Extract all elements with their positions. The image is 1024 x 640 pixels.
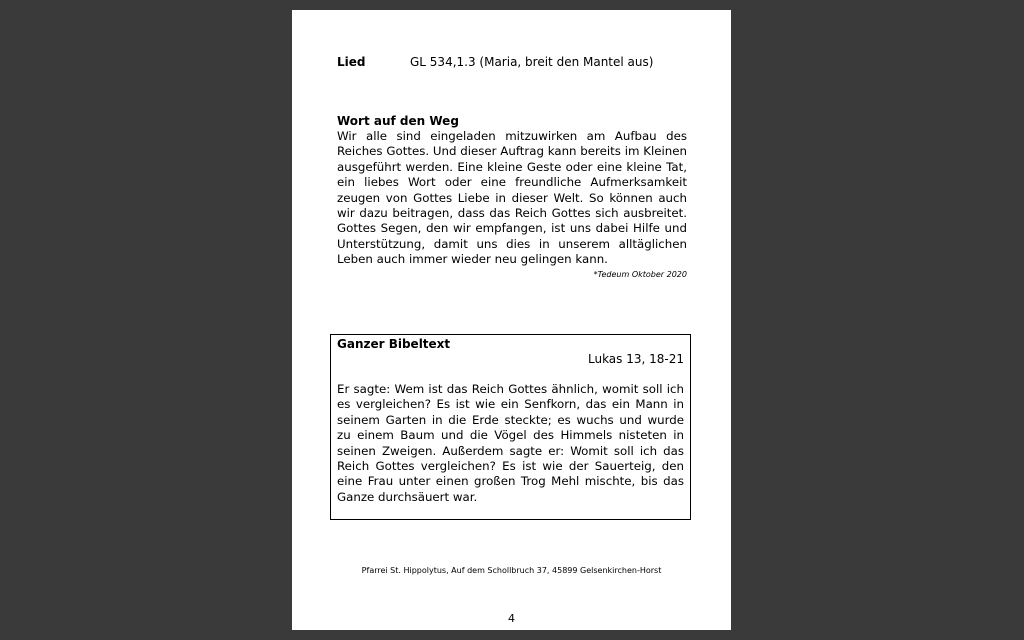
lied-text: GL 534,1.3 (Maria, breit den Mantel aus): [410, 55, 654, 69]
bibeltext-heading: Ganzer Bibeltext: [337, 337, 451, 351]
wort-source: *Tedeum Oktober 2020: [593, 269, 687, 279]
wort-auf-den-weg-section: [337, 114, 687, 281]
document-page: [292, 10, 731, 630]
page-footer: Pfarrei St. Hippolytus, Auf dem Schollbruch 37, 45899 Gelsenkirchen-Horst: [361, 566, 662, 575]
bibeltext-body: Er sagte: Wem ist das Reich Gottes ähnlich, womit soll ich es vergleichen? Es ist wie ein Senfkorn, das ein Mann in seinem Garten in die Erde steckte; es wuchs und wurde zu einem Baum und die Vögel des Himmels nisteten in seinen Zweigen. Außerdem sagte er: Womit soll ich das Reich Gottes vergleichen? Es ist wie der Sauerteig, den eine Frau unter einen großen Trog Mehl mischte, bis das Ganze durchsäuert war.: [337, 382, 684, 504]
wort-heading: Wort auf den Weg: [337, 114, 459, 128]
page-number: 4: [508, 612, 515, 625]
lied-line: [337, 55, 653, 70]
lied-label: Lied: [337, 55, 366, 69]
wort-body: Wir alle sind eingeladen mitzuwirken am Aufbau des Reiches Gottes. Und dieser Auftrag kann bereits im Kleinen ausgeführt werden. Eine kleine Geste oder eine kleine Tat, ein liebes Wort oder eine freundliche Aufmerksamkeit zeugen von Gottes Liebe in dieser Welt. So können auch wir dazu beitragen, dass das Reich Gottes sich ausbreitet. Gottes Segen, den wir empfangen, ist uns dabei Hilfe und Unterstützung, damit uns dies in unserem alltäglichen Leben auch immer wieder neu gelingen kann.: [337, 129, 687, 267]
bibeltext-reference: Lukas 13, 18-21: [587, 352, 684, 366]
bibeltext-box: [330, 334, 691, 520]
